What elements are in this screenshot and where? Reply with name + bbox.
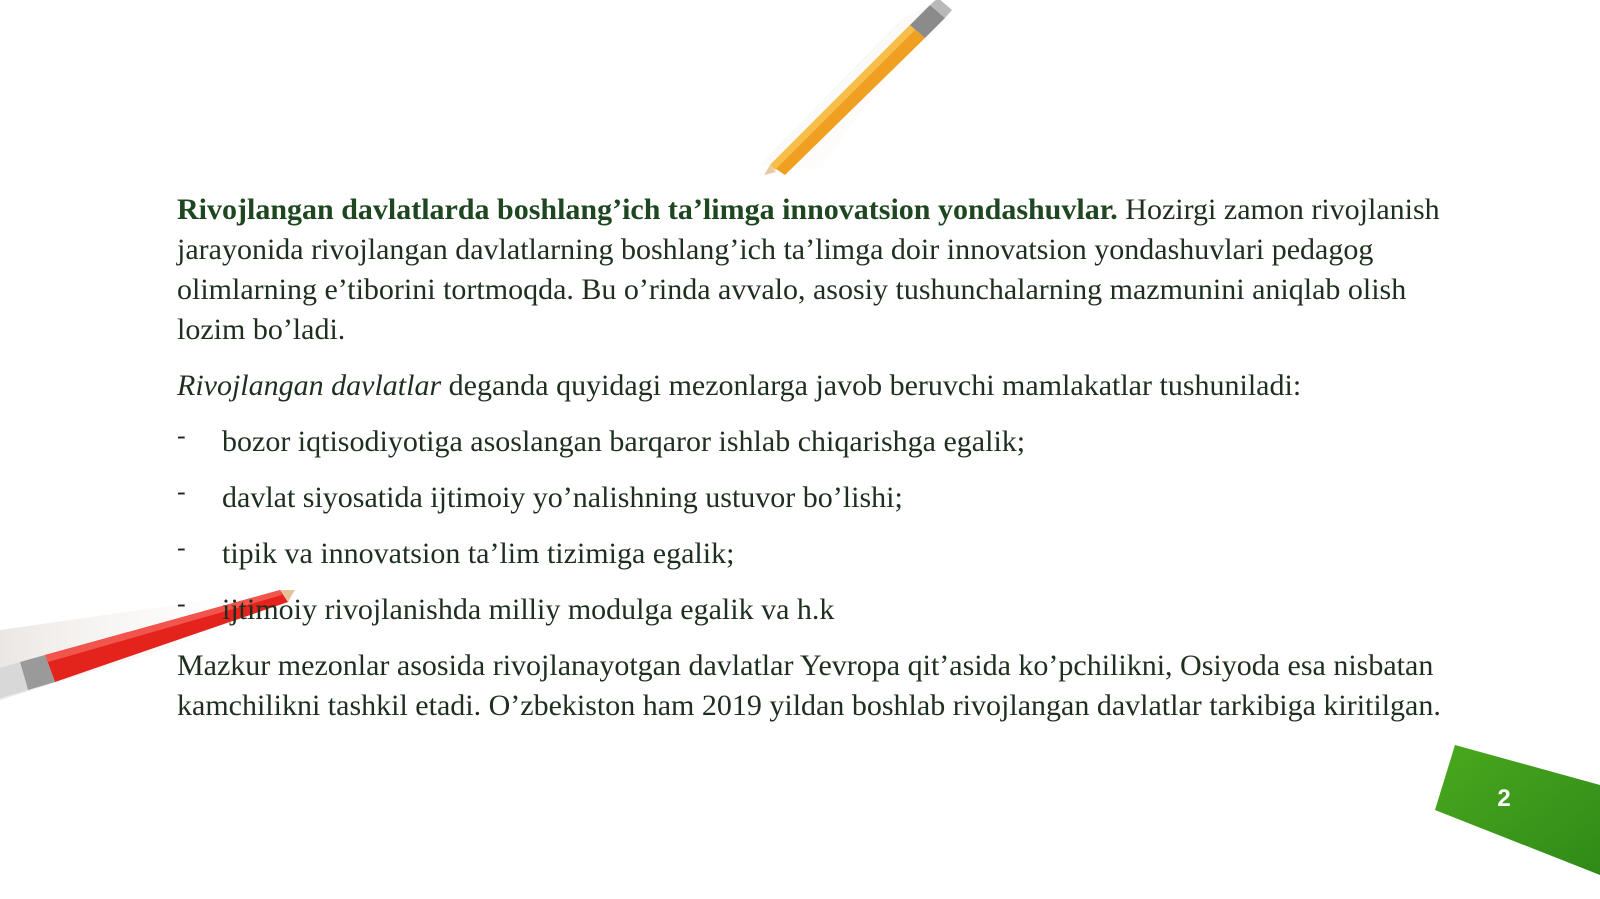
closing-paragraph: Mazkur mezonlar asosida rivojlanayotgan davlatlar Yevropa qit’asida ko’pchilikni, Osiyoda esa nisbatan kamchilikni tashkil etadi. O’zbekiston ham 2019 yildan boshlab rivojlangan davlatlar tarkibiga kiritilgan. (177, 649, 1441, 722)
bullet-marker: - (177, 533, 186, 562)
orange-pencil-icon (760, 0, 960, 180)
definition-text: deganda quyidagi mezonlarga javob beruvchi mamlakatlar tushuniladi: (441, 369, 1302, 402)
criteria-list (177, 422, 1447, 630)
intro-paragraph (177, 190, 1447, 350)
slide-body (177, 190, 1447, 742)
section-heading: Rivojlangan davlatlarda boshlang’ich ta’limga innovatsion yondashuvlar. (177, 193, 1118, 226)
definition-term: Rivojlangan davlatlar (177, 369, 442, 402)
list-item-text: tipik va innovatsion ta’lim tizimiga egalik; (222, 537, 735, 570)
list-item (177, 422, 1447, 462)
list-item (177, 590, 1447, 630)
bullet-marker: - (177, 477, 186, 506)
list-item (177, 534, 1447, 574)
list-item (177, 478, 1447, 518)
list-item-text: bozor iqtisodiyotiga asoslangan barqaror ishlab chiqarishga egalik; (222, 425, 1026, 458)
bullet-marker: - (177, 421, 186, 450)
bullet-marker: - (177, 589, 186, 618)
intro-text: Hozirgi zamon rivojlanish jarayonida rivojlangan davlatlarning boshlang’ich ta’limga doir innovatsion yondashuvlari pedagog olimlarning e’tiborini tortmoqda. Bu o’rinda avvalo, asosiy tushunchalarning mazmunini aniqlab olish lozim bo’ladi. (177, 193, 1440, 346)
definition-paragraph (177, 366, 1447, 406)
page-number: 2 (1497, 785, 1511, 812)
list-item-text: ijtimoiy rivojlanishda milliy modulga egalik va h.k (222, 593, 835, 626)
list-item-text: davlat siyosatida ijtimoiy yo’nalishning ustuvor bo’lishi; (222, 481, 903, 514)
